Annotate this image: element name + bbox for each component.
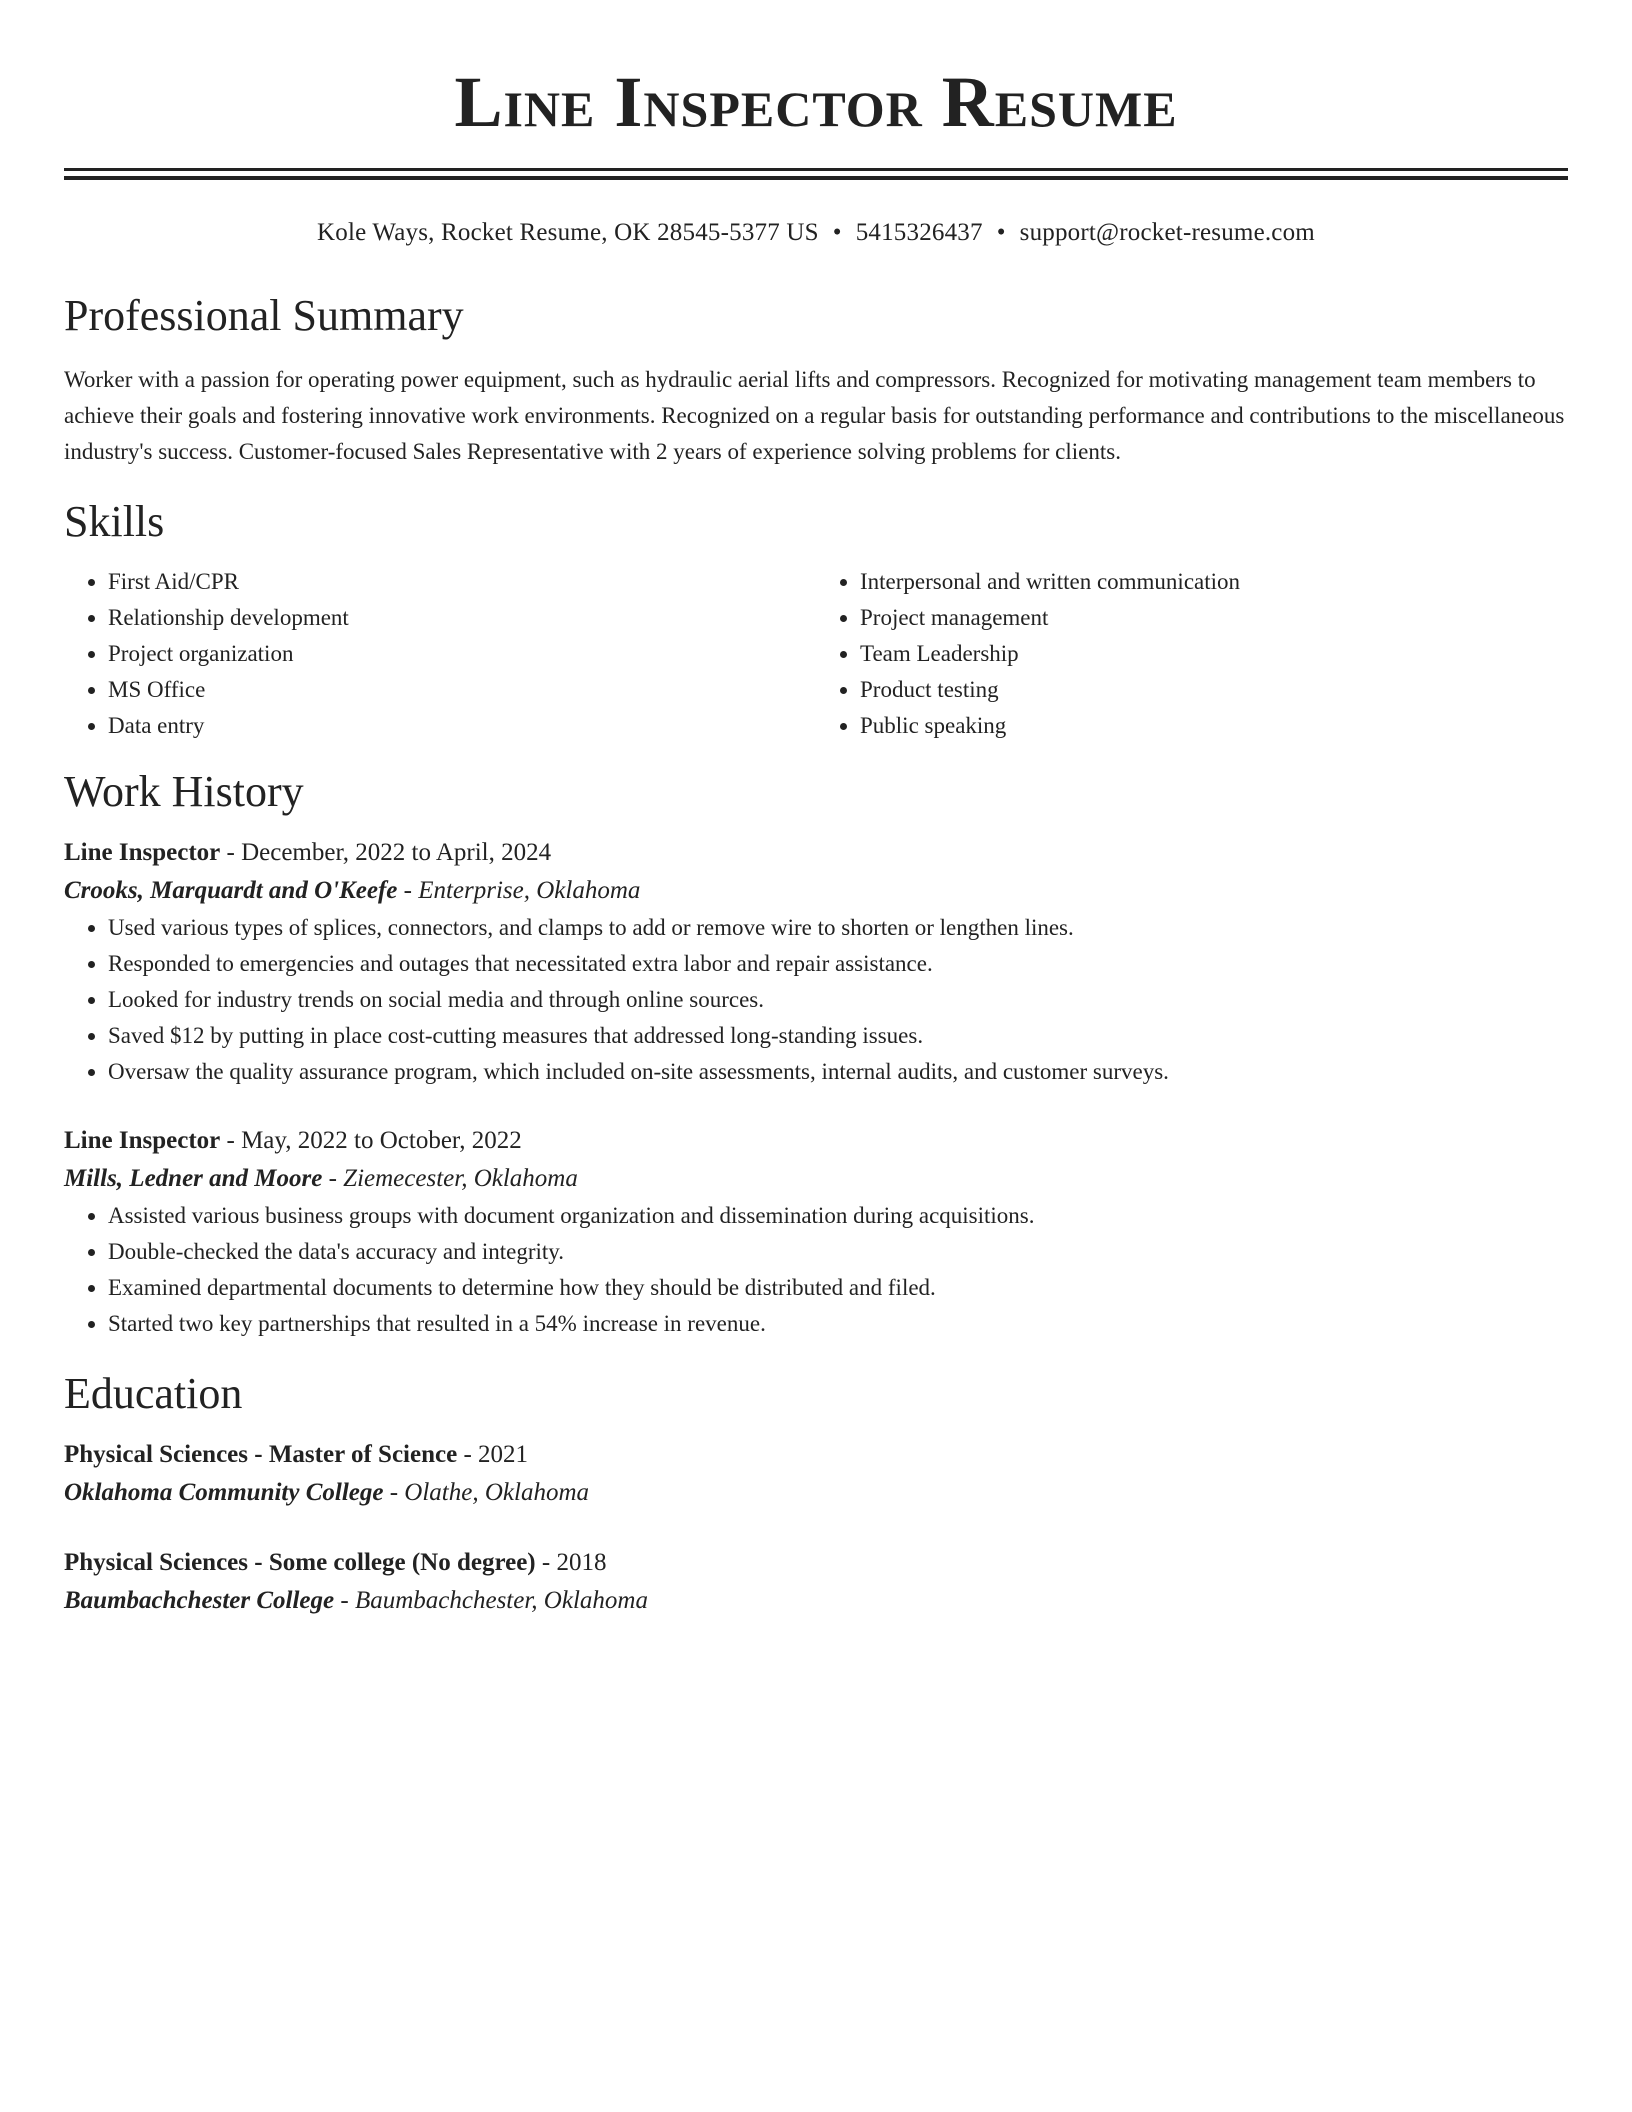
- skill-item: • First Aid/CPR: [108, 564, 816, 600]
- job-title: Line Inspector: [64, 1127, 221, 1154]
- job-company-line: [64, 872, 1568, 910]
- job-bullets: [64, 910, 1568, 1090]
- title-divider-thick: [64, 176, 1568, 180]
- education-heading: Education: [64, 1369, 243, 1418]
- skill-item: • MS Office: [108, 672, 816, 708]
- job-title: Line Inspector: [64, 839, 221, 866]
- education-school: Oklahoma Community College: [64, 1479, 384, 1506]
- job-entry: [64, 834, 1568, 1090]
- skill-item: • Interpersonal and written communication: [860, 564, 1568, 600]
- job-bullet: • Looked for industry trends on social media and through online sources.: [108, 982, 1568, 1018]
- job-bullet: • Examined departmental documents to determine how they should be distributed and filed.: [108, 1270, 1568, 1306]
- job-company: Crooks, Marquardt and O'Keefe: [64, 877, 398, 904]
- education-degree-line: [64, 1544, 1568, 1582]
- contact-separator: •: [832, 219, 842, 246]
- job-bullet: • Responded to emergencies and outages that necessitated extra labor and repair assistance.: [108, 946, 1568, 982]
- job-dates: - May, 2022 to October, 2022: [220, 1127, 522, 1154]
- job-company: Mills, Ledner and Moore: [64, 1165, 323, 1192]
- summary-heading: Professional Summary: [64, 291, 464, 340]
- education-school-line: [64, 1474, 1568, 1512]
- education-location: - Baumbachchester, Oklahoma: [334, 1587, 648, 1614]
- skills-column-right: [816, 564, 1568, 744]
- resume-title: Line Inspector Resume: [454, 62, 1178, 142]
- job-bullets: [64, 1198, 1568, 1342]
- skill-item: • Relationship development: [108, 600, 816, 636]
- education-degree: Physical Sciences - Some college (No degree): [64, 1549, 536, 1576]
- work-history-heading: Work History: [64, 767, 304, 816]
- education-degree: Physical Sciences - Master of Science: [64, 1441, 458, 1468]
- job-location: - Enterprise, Oklahoma: [397, 877, 641, 904]
- contact-line: [64, 216, 1568, 250]
- contact-phone: 5415326437: [855, 219, 983, 246]
- contact-separator: •: [996, 219, 1006, 246]
- summary-text: Worker with a passion for operating power equipment, such as hydraulic aerial lifts and compressors. Recognized for motivating management team members to achieve their goals and fostering innovative work environments. Recognized on a regular basis for outstanding performance and contributions to the miscellaneous industry's success. Customer-focused Sales Representative with 2 years of experience solving problems for clients.: [64, 367, 1565, 464]
- job-title-line: [64, 834, 1568, 872]
- job-title-line: [64, 1122, 1568, 1160]
- skills-heading: Skills: [64, 497, 165, 546]
- job-bullet: • Oversaw the quality assurance program, which included on-site assessments, internal audits, and customer surveys.: [108, 1054, 1568, 1090]
- skills-column-left: [64, 564, 816, 744]
- contact-address: Kole Ways, Rocket Resume, OK 28545-5377 US: [317, 219, 819, 246]
- education-school: Baumbachchester College: [64, 1587, 335, 1614]
- job-bullet: • Assisted various business groups with document organization and dissemination during acquisitions.: [108, 1198, 1568, 1234]
- skill-item: • Project organization: [108, 636, 816, 672]
- education-entry: [64, 1436, 1568, 1512]
- education-year: - 2021: [457, 1441, 529, 1468]
- job-bullet: • Started two key partnerships that resulted in a 54% increase in revenue.: [108, 1306, 1568, 1342]
- job-bullet: • Used various types of splices, connectors, and clamps to add or remove wire to shorten or lengthen lines.: [108, 910, 1568, 946]
- education-degree-line: [64, 1436, 1568, 1474]
- skill-item: • Public speaking: [860, 708, 1568, 744]
- contact-email: support@rocket-resume.com: [1019, 219, 1315, 246]
- skills-list: [64, 564, 1568, 744]
- job-company-line: [64, 1160, 1568, 1198]
- education-entry: [64, 1544, 1568, 1620]
- title-divider-thin: [64, 168, 1568, 171]
- job-dates: - December, 2022 to April, 2024: [220, 839, 552, 866]
- job-bullet: • Saved $12 by putting in place cost-cutting measures that addressed long-standing issues.: [108, 1018, 1568, 1054]
- job-entry: [64, 1122, 1568, 1342]
- education-year: - 2018: [535, 1549, 607, 1576]
- education-school-line: [64, 1582, 1568, 1620]
- skill-item: • Team Leadership: [860, 636, 1568, 672]
- skill-item: • Data entry: [108, 708, 816, 744]
- skill-item: • Project management: [860, 600, 1568, 636]
- job-location: - Ziemecester, Oklahoma: [322, 1165, 578, 1192]
- job-bullet: • Double-checked the data's accuracy and integrity.: [108, 1234, 1568, 1270]
- skill-item: • Product testing: [860, 672, 1568, 708]
- education-location: - Olathe, Oklahoma: [383, 1479, 590, 1506]
